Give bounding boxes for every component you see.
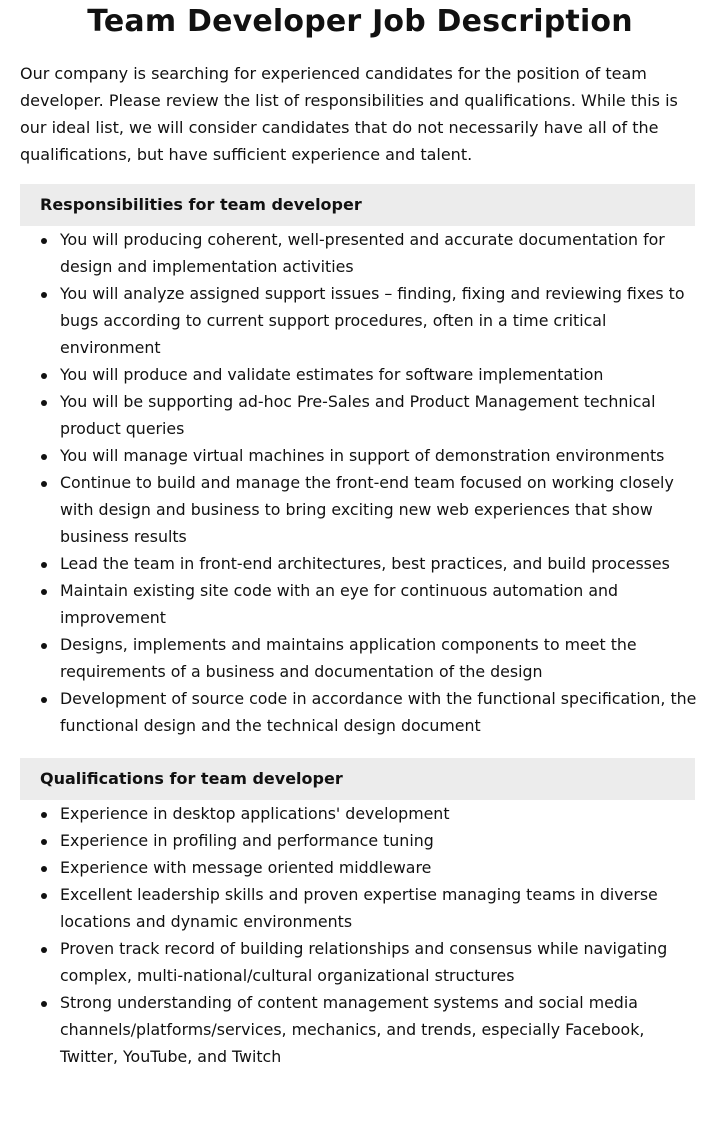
qualification-item: [20, 827, 700, 854]
qualification-item: [20, 881, 700, 935]
qualifications-heading: Qualifications for team developer: [20, 758, 695, 800]
qualification-text: Experience in desktop applications' development: [60, 804, 450, 823]
responsibility-text: Continue to build and manage the front-end team focused on working closely with design and business to bring exciting new web experiences that show business results: [60, 473, 674, 546]
responsibility-text: You will manage virtual machines in support of demonstration environments: [60, 446, 665, 465]
bullet-icon: [41, 481, 47, 487]
bullet-icon: [41, 454, 47, 460]
intro-paragraph: Our company is searching for experienced candidates for the position of team developer. Please review the list of responsibilities and qualifications. While this is our ideal list, we will consider candidates that do not necessarily have all of the qualifications, but have sufficient experience and talent.: [20, 64, 678, 164]
bullet-icon: [41, 812, 47, 818]
responsibilities-section: [20, 184, 700, 739]
responsibility-item: [20, 469, 700, 550]
bullet-icon: [41, 373, 47, 379]
bullet-icon: [41, 893, 47, 899]
qualifications-list: [20, 800, 700, 1070]
responsibility-item: [20, 361, 700, 388]
qualification-item: [20, 989, 700, 1070]
responsibility-item: [20, 550, 700, 577]
page-title: Team Developer Job Description: [87, 4, 633, 39]
qualifications-section: [20, 758, 700, 1070]
responsibilities-list: [20, 226, 700, 739]
qualification-text: Experience with message oriented middleware: [60, 858, 432, 877]
bullet-icon: [41, 292, 47, 298]
bullet-icon: [41, 400, 47, 406]
qualification-text: Excellent leadership skills and proven expertise managing teams in diverse locations and dynamic environments: [60, 885, 658, 931]
bullet-icon: [41, 866, 47, 872]
responsibility-item: [20, 685, 700, 739]
responsibility-item: [20, 577, 700, 631]
bullet-icon: [41, 697, 47, 703]
responsibility-text: You will producing coherent, well-presented and accurate documentation for design and implementation activities: [60, 230, 665, 276]
bullet-icon: [41, 589, 47, 595]
qualification-item: [20, 935, 700, 989]
bullet-icon: [41, 562, 47, 568]
responsibilities-heading: Responsibilities for team developer: [20, 184, 695, 226]
responsibility-item: [20, 631, 700, 685]
responsibility-text: Development of source code in accordance with the functional specification, the functional design and the technical design document: [60, 689, 697, 735]
bullet-icon: [41, 947, 47, 953]
qualification-item: [20, 800, 700, 827]
bullet-icon: [41, 643, 47, 649]
responsibility-text: Maintain existing site code with an eye for continuous automation and improvement: [60, 581, 619, 627]
responsibility-item: [20, 280, 700, 361]
qualification-text: Proven track record of building relationships and consensus while navigating complex, multi-national/cultural organizational structures: [60, 939, 668, 985]
bullet-icon: [41, 238, 47, 244]
responsibility-item: [20, 226, 700, 280]
responsibility-text: Designs, implements and maintains application components to meet the requirements of a business and documentation of the design: [60, 635, 637, 681]
bullet-icon: [41, 1001, 47, 1007]
responsibility-item: [20, 388, 700, 442]
qualification-item: [20, 854, 700, 881]
qualification-text: Strong understanding of content management systems and social media channels/platforms/services, mechanics, and trends, especially Facebook, Twitter, YouTube, and Twitch: [60, 993, 645, 1066]
responsibility-text: You will produce and validate estimates for software implementation: [60, 365, 604, 384]
responsibility-text: You will analyze assigned support issues – finding, fixing and reviewing fixes to bugs according to current support procedures, often in a time critical environment: [60, 284, 685, 357]
bullet-icon: [41, 839, 47, 845]
responsibility-text: You will be supporting ad-hoc Pre-Sales and Product Management technical product queries: [60, 392, 656, 438]
responsibility-item: [20, 442, 700, 469]
responsibility-text: Lead the team in front-end architectures, best practices, and build processes: [60, 554, 670, 573]
qualification-text: Experience in profiling and performance tuning: [60, 831, 434, 850]
